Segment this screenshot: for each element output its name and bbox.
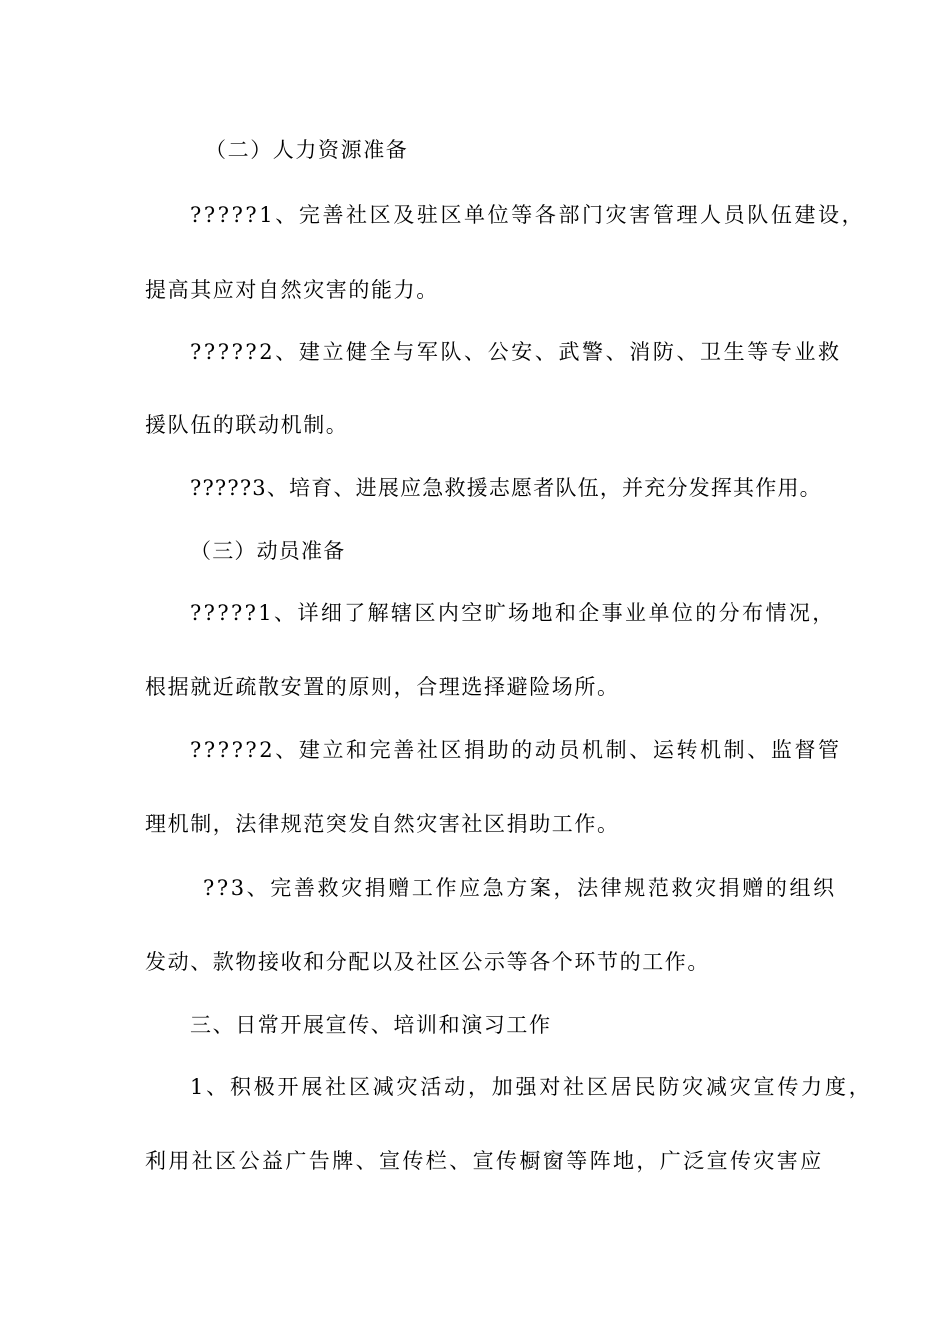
paragraph-line: 利用社区公益广告牌、宣传栏、宣传橱窗等阵地，广泛宣传灾害应 — [145, 1149, 824, 1173]
paragraph-line: ?????1、完善社区及驻区单位等各部门灾害管理人员队伍建设， — [190, 203, 866, 227]
paragraph-line: ?????2、建立健全与军队、公安、武警、消防、卫生等专业救 — [190, 340, 842, 364]
paragraph-line: ?????2、建立和完善社区捐助的动员机制、运转机制、监督管 — [190, 738, 842, 762]
paragraph-line: ?????1、详细了解辖区内空旷场地和企事业单位的分布情况， — [190, 601, 836, 625]
paragraph-line: 提高其应对自然灾害的能力。 — [145, 278, 439, 302]
section-heading-mobilization: （三）动员准备 — [190, 539, 346, 563]
paragraph-line: 1、积极开展社区减灾活动，加强对社区居民防灾减灾宣传力度， — [190, 1075, 873, 1099]
paragraph-line: 理机制，法律规范突发自然灾害社区捐助工作。 — [145, 812, 620, 836]
paragraph-line: ?????3、培育、进展应急救援志愿者队伍，并充分发挥其作用。 — [190, 476, 822, 500]
paragraph-line: ??3、完善救灾捐赠工作应急方案，法律规范救灾捐赠的组织 — [203, 876, 837, 900]
paragraph-line: 援队伍的联动机制。 — [145, 413, 349, 437]
paragraph-line: 发动、款物接收和分配以及社区公示等各个环节的工作。 — [145, 950, 710, 974]
paragraph-line: 根据就近疏散安置的原则，合理选择避险场所。 — [145, 675, 620, 699]
section-heading-human-resources: （二）人力资源准备 — [205, 138, 409, 162]
section-heading-daily-publicity: 三、日常开展宣传、培训和演习工作 — [190, 1013, 552, 1037]
